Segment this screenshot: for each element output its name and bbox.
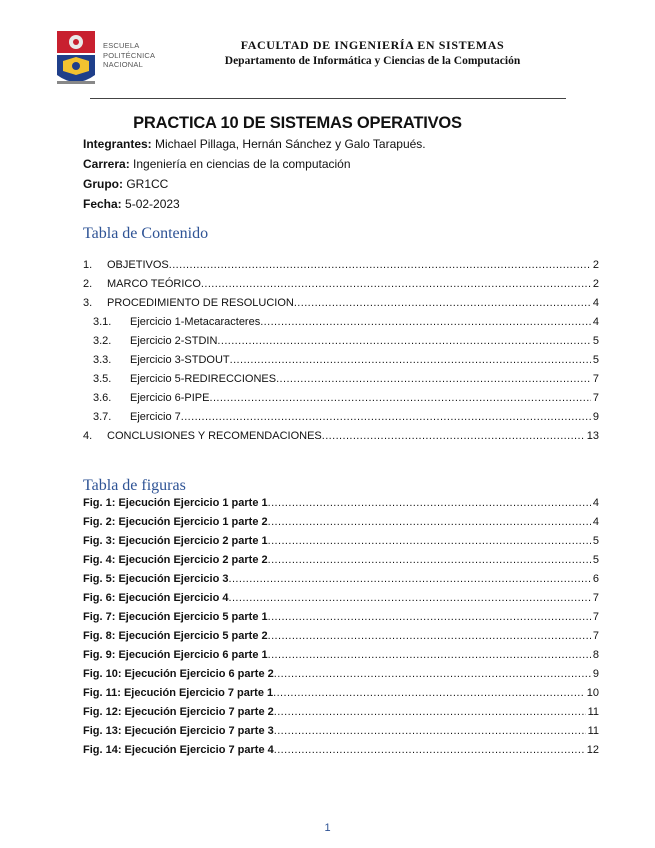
figure-item[interactable]: Fig. 10: Ejecución Ejercicio 6 parte 2 ..... 9 — [83, 668, 599, 682]
toc-item[interactable]: 2. MARCO TEÓRICO ..... 2 — [83, 278, 599, 292]
figure-item[interactable]: Fig. 13: Ejecución Ejercicio 7 parte 3 ..... 11 — [83, 725, 599, 739]
toc-item[interactable]: 4. CONCLUSIONES Y RECOMENDACIONES ..... 13 — [83, 430, 599, 444]
figure-item[interactable]: Fig. 6: Ejecución Ejercicio 4 ..... 7 — [83, 592, 599, 606]
figure-item[interactable]: Fig. 1: Ejecución Ejercicio 1 parte 1 ..... 4 — [83, 497, 599, 511]
figures-heading: Tabla de figuras — [83, 477, 186, 494]
toc-subitem[interactable]: 3.5. Ejercicio 5-REDIRECCIONES ..... 7 — [83, 373, 599, 387]
figure-item[interactable]: Fig. 14: Ejecución Ejercicio 7 parte 4 ..... 12 — [83, 744, 599, 758]
figure-item[interactable]: Fig. 4: Ejecución Ejercicio 2 parte 2 ..... 5 — [83, 554, 599, 568]
figure-item[interactable]: Fig. 3: Ejecución Ejercicio 2 parte 1 ..... 5 — [83, 535, 599, 549]
info-grupo: Grupo: GR1CC — [83, 177, 169, 191]
toc-item[interactable]: 1. OBJETIVOS ..... 2 — [83, 259, 599, 273]
header-divider — [90, 98, 566, 99]
figure-item[interactable]: Fig. 11: Ejecución Ejercicio 7 parte 1 ..... 10 — [83, 687, 599, 701]
faculty-title: FACULTAD DE INGENIERÍA EN SISTEMAS — [240, 38, 505, 52]
toc-subitem[interactable]: 3.3. Ejercicio 3-STDOUT ..... 5 — [83, 354, 599, 368]
university-logo — [55, 29, 97, 89]
department-title: Departamento de Informática y Ciencias de la Computación — [224, 55, 521, 67]
info-fecha: Fecha: 5-02-2023 — [83, 197, 180, 211]
page-number: 1 — [324, 822, 331, 834]
figure-item[interactable]: Fig. 9: Ejecución Ejercicio 6 parte 1 ..... 8 — [83, 649, 599, 663]
document-title: PRACTICA 10 DE SISTEMAS OPERATIVOS — [133, 114, 462, 132]
figure-item[interactable]: Fig. 2: Ejecución Ejercicio 1 parte 2 ..... 4 — [83, 516, 599, 530]
toc-subitem[interactable]: 3.2. Ejercicio 2-STDIN ..... 5 — [83, 335, 599, 349]
figure-item[interactable]: Fig. 5: Ejecución Ejercicio 3 ..... 6 — [83, 573, 599, 587]
toc-subitem[interactable]: 3.7. Ejercicio 7 ..... 9 — [83, 411, 599, 425]
figure-item[interactable]: Fig. 12: Ejecución Ejercicio 7 parte 2 ..... 11 — [83, 706, 599, 720]
info-carrera: Carrera: Ingeniería en ciencias de la computación — [83, 157, 351, 171]
toc-heading: Tabla de Contenido — [83, 225, 209, 242]
toc-subitem[interactable]: 3.1. Ejercicio 1-Metacaracteres ..... 4 — [83, 316, 599, 330]
figure-item[interactable]: Fig. 8: Ejecución Ejercicio 5 parte 2 ..... 7 — [83, 630, 599, 644]
info-integrantes: Integrantes: Michael Pillaga, Hernán Sánchez y Galo Tarapués. — [83, 137, 426, 151]
toc-subitem[interactable]: 3.6. Ejercicio 6-PIPE ..... 7 — [83, 392, 599, 406]
logo-text: ESCUELA POLITÉCNICA NACIONAL — [103, 41, 156, 69]
toc-item[interactable]: 3. PROCEDIMIENTO DE RESOLUCION ..... 4 — [83, 297, 599, 311]
figure-item[interactable]: Fig. 7: Ejecución Ejercicio 5 parte 1 ..... 7 — [83, 611, 599, 625]
